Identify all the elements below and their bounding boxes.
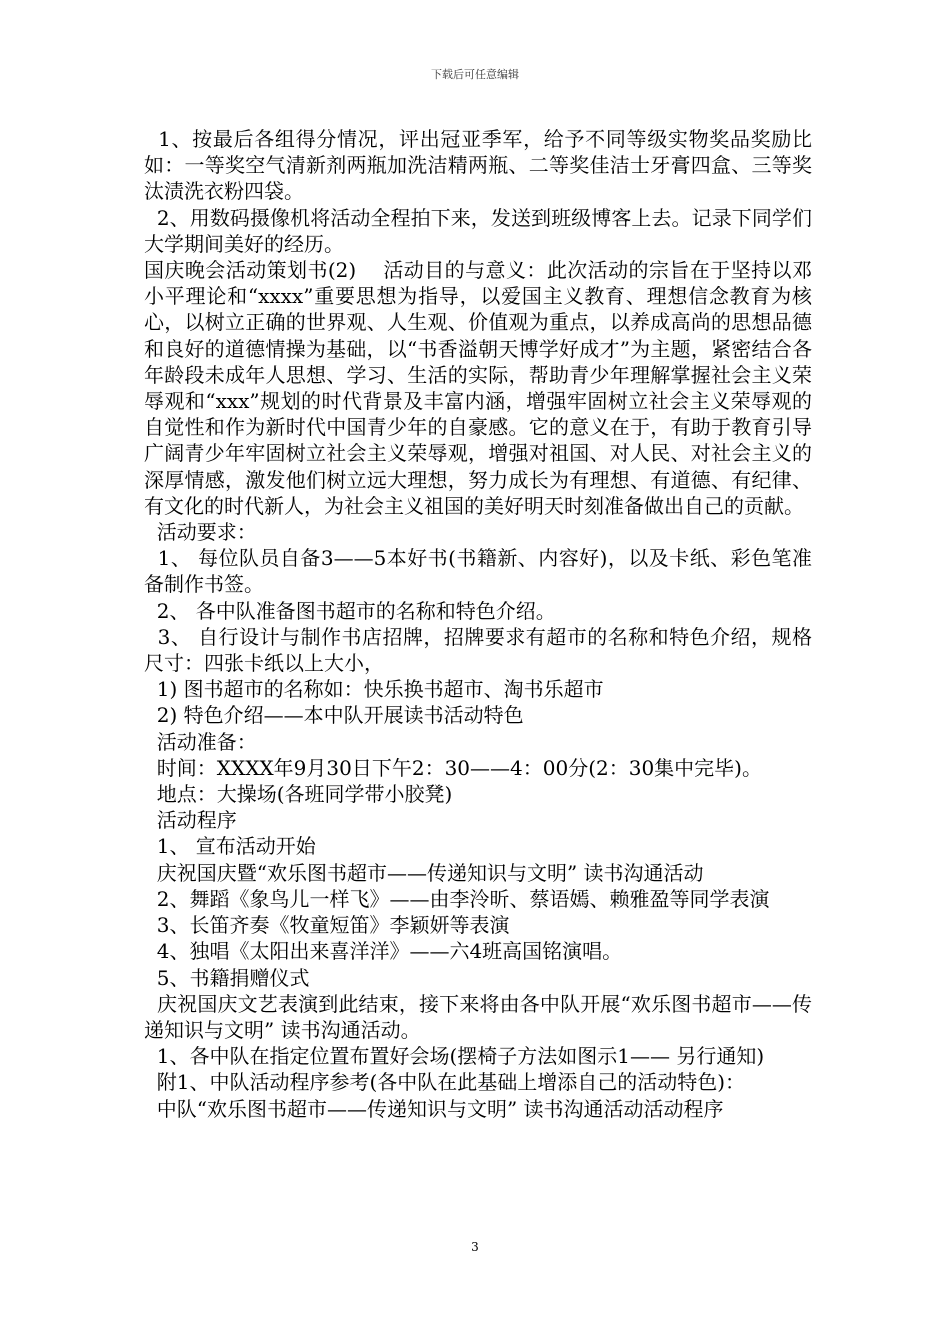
paragraph: 2、舞蹈《象鸟儿一样飞》——由李泠昕、蔡语嫣、赖雅盈等同学表演 [144,886,770,911]
paragraph: 1、 宣布活动开始 [144,834,316,859]
paragraph: 1、按最后各组得分情况，评出冠亚季军，给予不同等级实物奖品奖励比如：一等奖空气清新剂两瓶加洗洁精两瓶、二等奖佳洁士牙膏四盒、三等奖汰渍洗衣粉四袋。 [144,127,812,204]
paragraph: 2) 特色介绍——本中队开展读书活动特色 [144,703,524,728]
document-body [144,126,812,1122]
page-number: 3 [471,1240,479,1254]
paragraph: 5、书籍捐赠仪式 [144,965,310,990]
paragraph: 3、 自行设计与制作书店招牌，招牌要求有超市的名称和特色介绍，规格尺寸：四张卡纸以上大小， [144,624,812,676]
page-header: 下载后可任意编辑 [431,68,519,81]
paragraph: 3、长笛齐奏《牧童短笛》李颖妍等表演 [144,913,510,938]
paragraph: 附1、中队活动程序参考(各中队在此基础上增添自己的活动特色)： [144,1070,746,1095]
paragraph: 时间：XXXX年9月30日下午2：30——4：00分(2：30集中完毕)。 [144,755,762,780]
paragraph: 地点：大操场(各班同学带小胶凳) [144,782,453,807]
paragraph: 国庆晚会活动策划书(2) 活动目的与意义：此次活动的宗旨在于坚持以邓小平理论和“xxxx”重要思想为指导，以爱国主义教育、理想信念教育为核心，以树立正确的世界观、人生观、价值观为重点，以养成高尚的思想品德和良好的道德情操为基础，以“书香溢朝天博学好成才”为主题，紧密结合各年龄段未成年人思想、学习、生活的实际，帮助青少年理解掌握社会主义荣辱观和“xxx”规划的时代背景及丰富内涵，增强牢固树立社会主义荣辱观的自觉性和作为新时代中国青少年的自豪感。它的意义在于，有助于教育引导广阔青少年牢固树立社会主义荣辱观，增强对祖国、对人民、对社会主义的深厚情感，激发他们树立远大理想，努力成长为有理想、有道德、有纪律、有文化的时代新人，为社会主义祖国的美好明天时刻准备做出自己的贡献。 [144,258,812,518]
paragraph: 中队“欢乐图书超市——传递知识与文明” 读书沟通活动活动程序 [144,1096,724,1121]
paragraph: 4、独唱《太阳出来喜洋洋》——六4班高国铭演唱。 [144,939,623,964]
paragraph: 2、 各中队准备图书超市的名称和特色介绍。 [144,598,556,623]
paragraph: 活动程序 [144,808,237,833]
paragraph: 1) 图书超市的名称如：快乐换书超市、淘书乐超市 [144,677,604,702]
paragraph: 1、 每位队员自备3——5本好书(书籍新、内容好)，以及卡纸、彩色笔准备制作书签。 [144,546,812,597]
paragraph: 1、各中队在指定位置布置好会场(摆椅子方法如图示1—— 另行通知) [144,1044,765,1069]
paragraph: 庆祝国庆暨“欢乐图书超市——传递知识与文明” 读书沟通活动 [144,860,704,885]
paragraph: 庆祝国庆文艺表演到此结束，接下来将由各中队开展“欢乐图书超市——传递知识与文明” 读书沟通活动。 [144,991,812,1042]
paragraph: 2、用数码摄像机将活动全程拍下来，发送到班级博客上去。记录下同学们大学期间美好的经历。 [144,205,812,256]
paragraph: 活动准备： [144,729,257,754]
paragraph: 活动要求： [144,520,257,545]
